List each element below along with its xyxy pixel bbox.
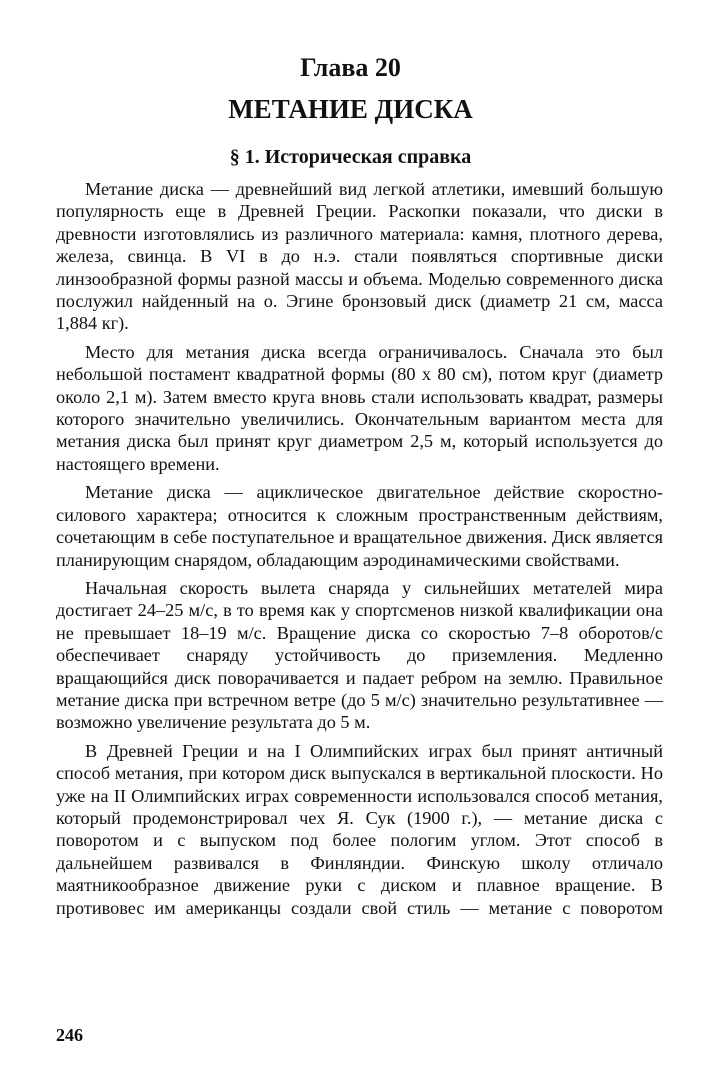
paragraph-4: Начальная скорость вылета снаряда у сильнейших метателей мира достигает 24–25 м/с, в то время как у спортсменов низкой квалификации она не превышает 18–19 м/с. Вращение диска со скоростью 7–8 оборотов/с обеспечивает снаряду устойчивость до приземления. Медленно вращающийся диск поворачивается и падает ребром на землю. Правильное метание диска при встречном ветре (до 5 м/с) значительно результативнее — возможно увеличение результата до 5 м. <box>56 577 663 733</box>
paragraph-1: Метание диска — древнейший вид легкой атлетики, имевший большую популярность еще в Древней Греции. Раскопки показали, что диски в древности изготовлялись из различного материала: камня, плотного дерева, железа, свинца. В VI в до н.э. стали появляться спортивные диски линзообразной формы разной массы и объема. Моделью современного диска послужил найденный на о. Эгине бронзовый диск (диаметр 21 см, масса 1,884 кг). <box>56 179 663 334</box>
body-text <box>56 178 663 925</box>
chapter-title: МЕТАНИЕ ДИСКА <box>228 94 473 124</box>
paragraph-3: Метание диска — ациклическое двигательное действие скоростно-силового характера; относится к сложным пространственным действиям, сочетающим в себе поступательное и вращательное движения. Диск является планирующим снарядом, обладающим аэродинамическими свойствами. <box>56 482 663 570</box>
paragraph-2: Место для метания диска всегда ограничивалось. Сначала это был небольшой постамент квадратной формы (80 х 80 см), потом круг (диаметр около 2,1 м). Затем вместо круга вновь стали использовать квадрат, размеры которого значительно увеличились. Окончательным вариантом места для метания диска был принят круг диаметром 2,5 м, который используется до настоящего времени. <box>56 341 663 474</box>
section-title: § 1. Историческая справка <box>229 146 472 168</box>
chapter-number: Глава 20 <box>300 53 401 82</box>
paragraph-5: В Древней Греции и на I Олимпийских играх был принят античный способ метания, при котором диск выпускался в вертикальной плоскости. Но уже на II Олимпийских играх современности использовался способ метания, который продемонстрировал чех Я. Сук (1900 г.), — метание диска с поворотом и с выпуском под более пологим углом. Этот способ в дальнейшем развивался в Финляндии. Финскую школу отличало маятникообразное движение руки с диском и плавное вращение. В противовес им американцы создали свой стиль — метание с поворотом <box>56 740 663 918</box>
page-number: 246 <box>56 1025 83 1045</box>
